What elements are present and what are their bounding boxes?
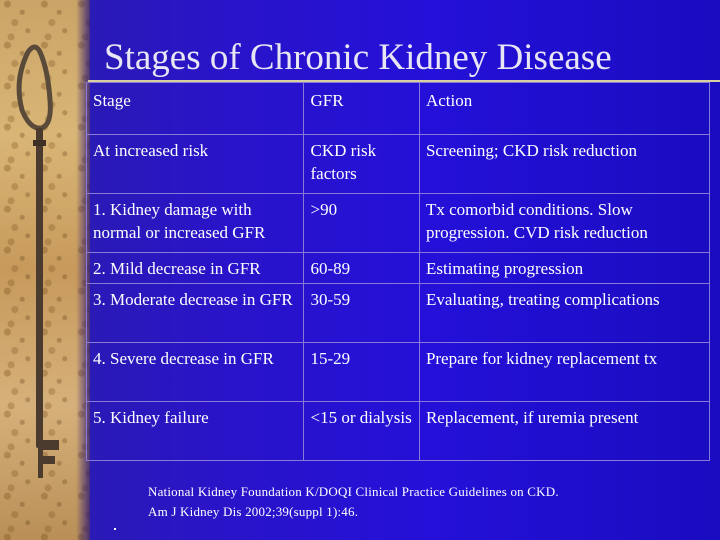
table-row — [87, 284, 710, 343]
citation — [148, 482, 559, 522]
cell-action: Tx comorbid conditions. Slow progression. CVD risk reduction — [419, 194, 709, 253]
cell-gfr: 15-29 — [304, 343, 419, 402]
slide-title: Stages of Chronic Kidney Disease — [104, 37, 612, 78]
cell-action: Replacement, if uremia present — [419, 402, 709, 461]
cell-action: Estimating progression — [419, 253, 709, 284]
table-row — [87, 402, 710, 461]
cell-stage: 1. Kidney damage with normal or increased GFR — [87, 194, 304, 253]
header-stage: Stage — [87, 83, 304, 135]
cell-action: Prepare for kidney replacement tx — [419, 343, 709, 402]
ckd-stages-table — [86, 82, 710, 461]
cell-stage: 3. Moderate decrease in GFR — [87, 284, 304, 343]
citation-line-1: National Kidney Foundation K/DOQI Clinical Practice Guidelines on CKD. — [148, 484, 559, 499]
cell-stage: 4. Severe decrease in GFR — [87, 343, 304, 402]
table-header-row — [87, 83, 710, 135]
cell-gfr: 60-89 — [304, 253, 419, 284]
cell-gfr: >90 — [304, 194, 419, 253]
cell-action: Evaluating, treating complications — [419, 284, 709, 343]
citation-line-2: Am J Kidney Dis 2002;39(suppl 1):46. — [148, 504, 359, 519]
cell-gfr: 30-59 — [304, 284, 419, 343]
cell-stage: At increased risk — [87, 135, 304, 194]
table-row — [87, 194, 710, 253]
cell-stage: 5. Kidney failure — [87, 402, 304, 461]
stray-dot — [114, 528, 116, 530]
cell-action: Screening; CKD risk reduction — [419, 135, 709, 194]
cell-stage: 2. Mild decrease in GFR — [87, 253, 304, 284]
header-action: Action — [419, 83, 709, 135]
cell-gfr: CKD risk factors — [304, 135, 419, 194]
table-row — [87, 253, 710, 284]
table-row — [87, 343, 710, 402]
cell-gfr: <15 or dialysis — [304, 402, 419, 461]
header-gfr: GFR — [304, 83, 419, 135]
table-row — [87, 135, 710, 194]
decorative-image-strip — [0, 0, 90, 540]
